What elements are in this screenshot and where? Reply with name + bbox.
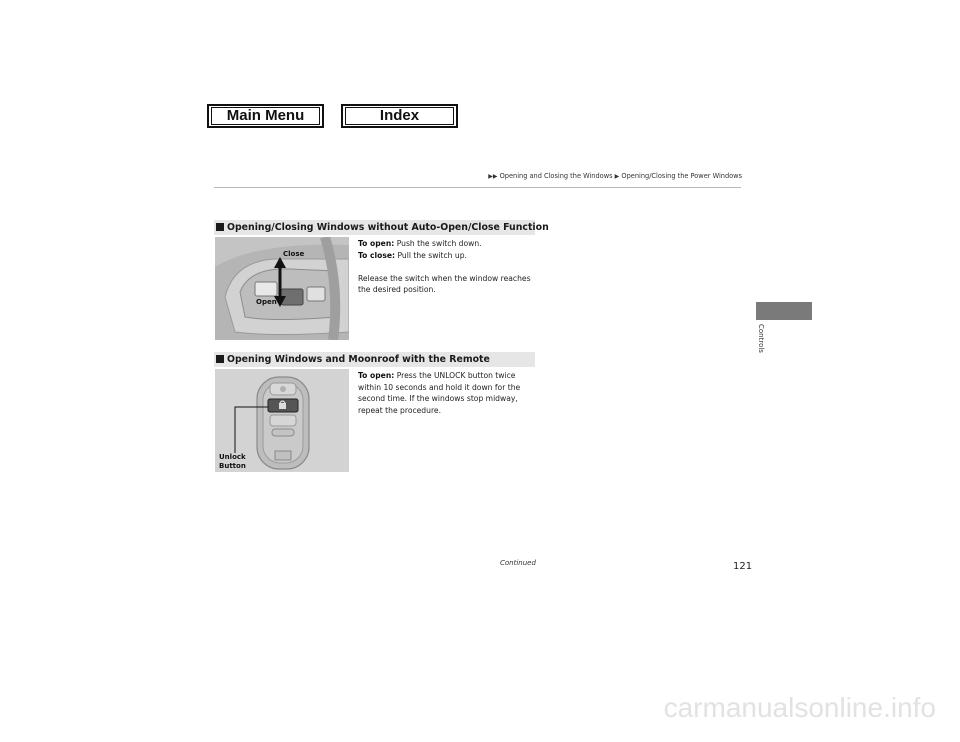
unlock-label-line-2: Button <box>219 462 246 470</box>
open-instruction: To open: Push the switch down. <box>358 239 482 248</box>
open-label: Open <box>256 298 277 306</box>
page-number: 121 <box>733 561 753 572</box>
breadcrumb-arrow-icon: ▶ <box>614 173 620 180</box>
remote-instruction-line-1: To open: Press the UNLOCK button twice <box>358 371 516 380</box>
section-heading-1-text: Opening/Closing Windows without Auto-Open/Close Function <box>227 222 549 233</box>
continued-label: Continued <box>500 559 536 567</box>
section-heading-1 <box>214 220 549 235</box>
breadcrumb-part-1[interactable]: Opening and Closing the Windows <box>499 172 613 180</box>
chapter-tab-label: Controls <box>757 324 765 353</box>
close-label: Close <box>283 250 305 258</box>
remote-instruction-line-2: within 10 seconds and hold it down for the <box>358 382 521 392</box>
remote-instruction-line-4: repeat the procedure. <box>358 405 441 415</box>
section-heading-2-text: Opening Windows and Moonroof with the Remote <box>227 354 490 365</box>
breadcrumb-part-2[interactable]: Opening/Closing the Power Windows <box>621 172 742 180</box>
watermark-text: carmanualsonline.info <box>663 692 936 723</box>
square-bullet-icon <box>216 223 224 231</box>
square-bullet-icon <box>216 355 224 363</box>
unlock-label-line-1: Unlock <box>219 453 246 461</box>
section-2-body <box>358 370 538 416</box>
remote-instruction-line-3: second time. If the windows stop midway, <box>358 394 518 404</box>
main-menu-button[interactable]: Main Menu <box>207 104 324 128</box>
window-switch-figure <box>215 237 349 340</box>
chapter-tab[interactable] <box>756 302 812 320</box>
window-switch-illustration <box>215 237 349 340</box>
index-button[interactable]: Index <box>341 104 458 128</box>
header-divider <box>214 187 741 188</box>
release-note-line-1: Release the switch when the window reaches <box>358 273 531 283</box>
remote-key-figure <box>215 369 349 472</box>
close-instruction: To close: Pull the switch up. <box>358 250 467 260</box>
remote-key-illustration <box>215 369 349 472</box>
section-1-body <box>358 238 538 296</box>
release-note-line-2: the desired position. <box>358 285 436 295</box>
breadcrumb-arrow-icon: ▶▶ <box>488 173 498 180</box>
section-heading-2 <box>214 352 535 367</box>
breadcrumb <box>488 172 742 180</box>
